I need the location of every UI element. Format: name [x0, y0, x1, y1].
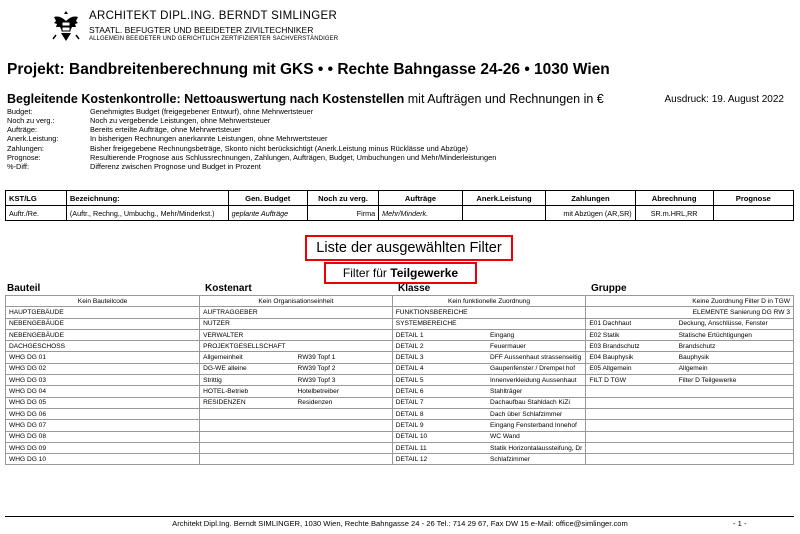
kst-header-cell: Prognose	[713, 191, 793, 206]
table-cell	[676, 454, 794, 465]
table-cell: NEBENGEBÄUDE	[6, 318, 200, 329]
table-cell: Strittig	[200, 375, 295, 386]
filter-subtitle-prefix: Filter für	[342, 266, 391, 280]
table-cell: DETAIL 9	[392, 420, 487, 431]
kst-header-cell: Bezeichnung:	[66, 191, 228, 206]
table-cell: DFF Aussenhaut strassenseitig	[487, 352, 586, 363]
filter-grid	[5, 295, 794, 465]
table-cell	[586, 442, 676, 453]
table-cell	[676, 408, 794, 419]
table-cell: Filter D Teilgewerke	[676, 375, 794, 386]
table-cell: DACHGESCHOSS	[6, 341, 200, 352]
table-cell: Hotelbetreiber	[295, 386, 393, 397]
table-cell: DETAIL 2	[392, 341, 487, 352]
table-cell: WHG DG 01	[6, 352, 200, 363]
table-cell: DETAIL 12	[392, 454, 487, 465]
table-cell: Statik Horizontalaussteifung, Dr	[487, 442, 586, 453]
table-cell: Kein Bauteilcode	[6, 296, 200, 307]
definition-key: Budget:	[7, 107, 33, 116]
table-cell	[676, 442, 794, 453]
table-cell: Allgemein	[676, 363, 794, 374]
table-row	[6, 420, 794, 431]
firm-name: ARCHITEKT DIPL.ING. BERNDT SIMLINGER	[89, 10, 338, 22]
table-cell	[295, 341, 393, 352]
definition-row	[7, 107, 496, 116]
kst-row-cell: SR.m.HRL,RR	[635, 206, 713, 221]
table-cell	[200, 408, 295, 419]
table-cell: E03 Brandschutz	[586, 341, 676, 352]
kst-header-cell: Anerk.Leistung	[462, 191, 545, 206]
kst-header-cell: KST/LG	[6, 191, 67, 206]
definition-value: In bisherigen Rechnungen anerkannte Leistungen, ohne Mehrwertsteuer	[90, 134, 328, 144]
table-cell: RW39 Topf 2	[295, 363, 393, 374]
table-cell: DETAIL 7	[392, 397, 487, 408]
definition-row	[7, 134, 496, 143]
definition-key: Zahlungen:	[7, 143, 44, 153]
table-cell: Bauphysik	[676, 352, 794, 363]
table-row	[6, 375, 794, 386]
table-cell: DETAIL 8	[392, 408, 487, 419]
kst-row-cell	[713, 206, 793, 221]
table-cell: Keine Zuordnung Filter D in TGW	[586, 296, 794, 307]
table-cell: RESIDENZEN	[200, 397, 295, 408]
table-cell: Eingang Fensterband Innehof	[487, 420, 586, 431]
table-cell: WHG DG 07	[6, 420, 200, 431]
definition-row	[7, 144, 496, 153]
definition-value: Genehmigtes Budget (freigegebener Entwurf), ohne Mehrwertsteuer	[90, 107, 314, 116]
austrian-eagle-crest-icon	[50, 9, 82, 43]
table-cell: Innenverkleidung Aussenhaut	[487, 375, 586, 386]
table-cell	[586, 386, 676, 397]
table-cell: VERWALTER	[200, 329, 295, 340]
kst-header-cell: Noch zu verg.	[307, 191, 378, 206]
table-row	[6, 442, 794, 453]
table-cell: DETAIL 1	[392, 329, 487, 340]
table-cell: WHG DG 02	[6, 363, 200, 374]
table-cell: Residenzen	[295, 397, 393, 408]
table-cell	[200, 431, 295, 442]
print-date: Ausdruck: 19. August 2022	[664, 94, 784, 105]
table-cell: Kein funktionelle Zuordnung	[392, 296, 586, 307]
kst-row-cell: geplante Aufträge	[228, 206, 307, 221]
definition-value: Differenz zwischen Prognose und Budget in Prozent	[90, 161, 261, 171]
table-cell: WC Wand	[487, 431, 586, 442]
table-cell: NUTZER	[200, 318, 295, 329]
table-row	[6, 318, 794, 329]
firm-certification: ALLGEMEIN BEEIDETER UND GERICHTLICH ZERTIFIZIERTER SACHVERSTÄNDIGER	[89, 36, 339, 42]
report-subtitle-rest: mit Aufträgen und Rechnungen in €	[404, 92, 604, 106]
table-cell	[295, 442, 393, 453]
table-cell: RW39 Topf 3	[295, 375, 393, 386]
report-subtitle-bold: Begleitende Kostenkontrolle: Nettoauswertung nach Kostenstellen	[7, 92, 405, 106]
definition-key: %-Diff:	[7, 161, 30, 171]
table-cell: PROJEKTGESELLSCHAFT	[200, 341, 295, 352]
table-cell	[586, 420, 676, 431]
table-cell: Stahlträger	[487, 386, 586, 397]
kst-row-cell	[462, 206, 545, 221]
table-row	[6, 363, 794, 374]
table-row	[6, 397, 794, 408]
kst-header-cell: Gen. Budget	[228, 191, 307, 206]
page-number: - 1 -	[733, 519, 747, 528]
table-cell: E02 Statik	[586, 329, 676, 340]
table-cell	[586, 397, 676, 408]
table-cell: WHG DG 03	[6, 375, 200, 386]
kst-header-cell: Zahlungen	[546, 191, 635, 206]
table-cell	[586, 454, 676, 465]
table-row	[6, 352, 794, 363]
firm-qualification: STAATL. BEFUGTER UND BEEIDETER ZIVILTECHNIKER	[89, 25, 314, 35]
table-cell: WHG DG 06	[6, 408, 200, 419]
table-cell: DETAIL 4	[392, 363, 487, 374]
table-cell: Dach über Schlafzimmer	[487, 408, 586, 419]
table-cell	[295, 329, 393, 340]
footer-divider	[5, 516, 794, 517]
definition-row	[7, 125, 496, 134]
table-row	[6, 454, 794, 465]
table-cell: WHG DG 09	[6, 442, 200, 453]
definitions-list	[7, 107, 496, 171]
footer-address: Architekt Dipl.Ing. Berndt SIMLINGER, 1030 Wien, Rechte Bahngasse 24 - 26 Tel.: 714 29 67, Fax DW 15 e-Mail: office@simlinger.com	[172, 519, 628, 528]
table-row	[6, 431, 794, 442]
table-cell: Allgemeinheit	[200, 352, 295, 363]
table-cell: Deckung, Anschlüsse, Fenster	[676, 318, 794, 329]
table-row	[6, 296, 794, 307]
table-row	[6, 307, 794, 318]
table-cell	[676, 386, 794, 397]
definition-key: Noch zu verg.:	[7, 116, 55, 126]
table-cell: DETAIL 11	[392, 442, 487, 453]
table-cell	[200, 442, 295, 453]
kst-row-cell: mit Abzügen (AR,SR)	[546, 206, 635, 221]
kst-header-table	[5, 190, 794, 221]
table-cell: Gaupenfenster / Drempel hof	[487, 363, 586, 374]
column-header-klasse: Klasse	[398, 283, 431, 294]
definition-value: Bereits erteilte Aufträge, ohne Mehrwertsteuer	[90, 125, 241, 135]
table-cell: ELEMENTE Sanierung DG RW 3	[586, 307, 794, 318]
table-cell: Schlafzimmer	[487, 454, 586, 465]
table-cell	[295, 318, 393, 329]
table-cell: WHG DG 04	[6, 386, 200, 397]
table-cell	[200, 454, 295, 465]
table-cell: HAUPTGEBÄUDE	[6, 307, 200, 318]
table-cell: Eingang	[487, 329, 586, 340]
table-cell: FILT D TGW	[586, 375, 676, 386]
table-cell	[676, 431, 794, 442]
table-cell: NEBENGEBÄUDE	[6, 329, 200, 340]
table-cell	[295, 408, 393, 419]
kst-header-cell: Aufträge	[379, 191, 463, 206]
definition-key: Aufträge:	[7, 125, 37, 135]
table-cell: Kein Organisationseinheit	[200, 296, 393, 307]
definition-key: Anerk.Leistung:	[7, 134, 59, 144]
table-row	[6, 386, 794, 397]
table-cell	[586, 431, 676, 442]
table-cell: AUFTRAGGEBER	[200, 307, 393, 318]
table-cell: HOTEL-Betrieb	[200, 386, 295, 397]
table-cell: E04 Bauphysik	[586, 352, 676, 363]
kst-row-cell: (Auftr., Rechng., Umbuchg., Mehr/Minderkst.)	[66, 206, 228, 221]
table-cell: WHG DG 10	[6, 454, 200, 465]
table-row	[6, 329, 794, 340]
definition-row	[7, 153, 496, 162]
table-cell	[295, 420, 393, 431]
table-cell: Statische Ertüchtigungen	[676, 329, 794, 340]
table-cell	[295, 431, 393, 442]
column-header-bauteil: Bauteil	[7, 283, 41, 294]
kst-row-cell: Firma	[307, 206, 378, 221]
definition-value: Resultierende Prognose aus Schlussrechnungen, Zahlungen, Aufträgen, Budget, Umbuchungen und Mehr/Minderleistungen	[90, 152, 497, 162]
table-cell	[200, 420, 295, 431]
table-cell: DETAIL 10	[392, 431, 487, 442]
filter-subtitle-bold: Teilgewerke	[390, 266, 459, 280]
table-cell	[676, 397, 794, 408]
table-cell: Feuermauer	[487, 341, 586, 352]
table-row	[6, 341, 794, 352]
column-header-gruppe: Gruppe	[591, 283, 627, 294]
table-cell: RW39 Topf 1	[295, 352, 393, 363]
project-title: Projekt: Bandbreitenberechnung mit GKS • • Rechte Bahngasse 24-26 • 1030 Wien	[7, 61, 610, 78]
definition-row	[7, 162, 496, 171]
kst-row-cell: Mehr/Minderk.	[379, 206, 463, 221]
table-cell: SYSTEMBEREICHE	[392, 318, 487, 329]
kst-header-cell: Abrechnung	[635, 191, 713, 206]
table-cell: FUNKTIONSBEREICHE	[392, 307, 586, 318]
table-cell: E05 Allgemein	[586, 363, 676, 374]
table-cell	[487, 318, 586, 329]
table-cell	[586, 408, 676, 419]
filter-list-title: Liste der ausgewählten Filter	[305, 235, 513, 261]
report-subtitle	[7, 92, 604, 106]
definition-row	[7, 116, 496, 125]
kst-row-cell: Auftr./Re.	[6, 206, 67, 221]
table-cell	[295, 454, 393, 465]
table-cell: DG-WE alleine	[200, 363, 295, 374]
table-cell: E01 Dachhaut	[586, 318, 676, 329]
table-cell: DETAIL 3	[392, 352, 487, 363]
table-cell: DETAIL 6	[392, 386, 487, 397]
table-cell	[676, 420, 794, 431]
filter-subtitle	[324, 262, 477, 284]
table-row	[6, 408, 794, 419]
table-cell: WHG DG 08	[6, 431, 200, 442]
definition-key: Prognose:	[7, 152, 41, 162]
table-cell: WHG DG 05	[6, 397, 200, 408]
table-cell: Brandschutz	[676, 341, 794, 352]
definition-value: Bisher freigegebene Rechnungsbeträge, Skonto nicht berücksichtigt (Anerk.Leistung minus Rücklässe und Abzüge)	[90, 143, 468, 153]
table-cell: Dachaufbau Stahldach KiZi	[487, 397, 586, 408]
column-header-kostenart: Kostenart	[205, 283, 252, 294]
definition-value: Noch zu vergebende Leistungen, ohne Mehrwertsteuer	[90, 116, 271, 126]
table-cell: DETAIL 5	[392, 375, 487, 386]
